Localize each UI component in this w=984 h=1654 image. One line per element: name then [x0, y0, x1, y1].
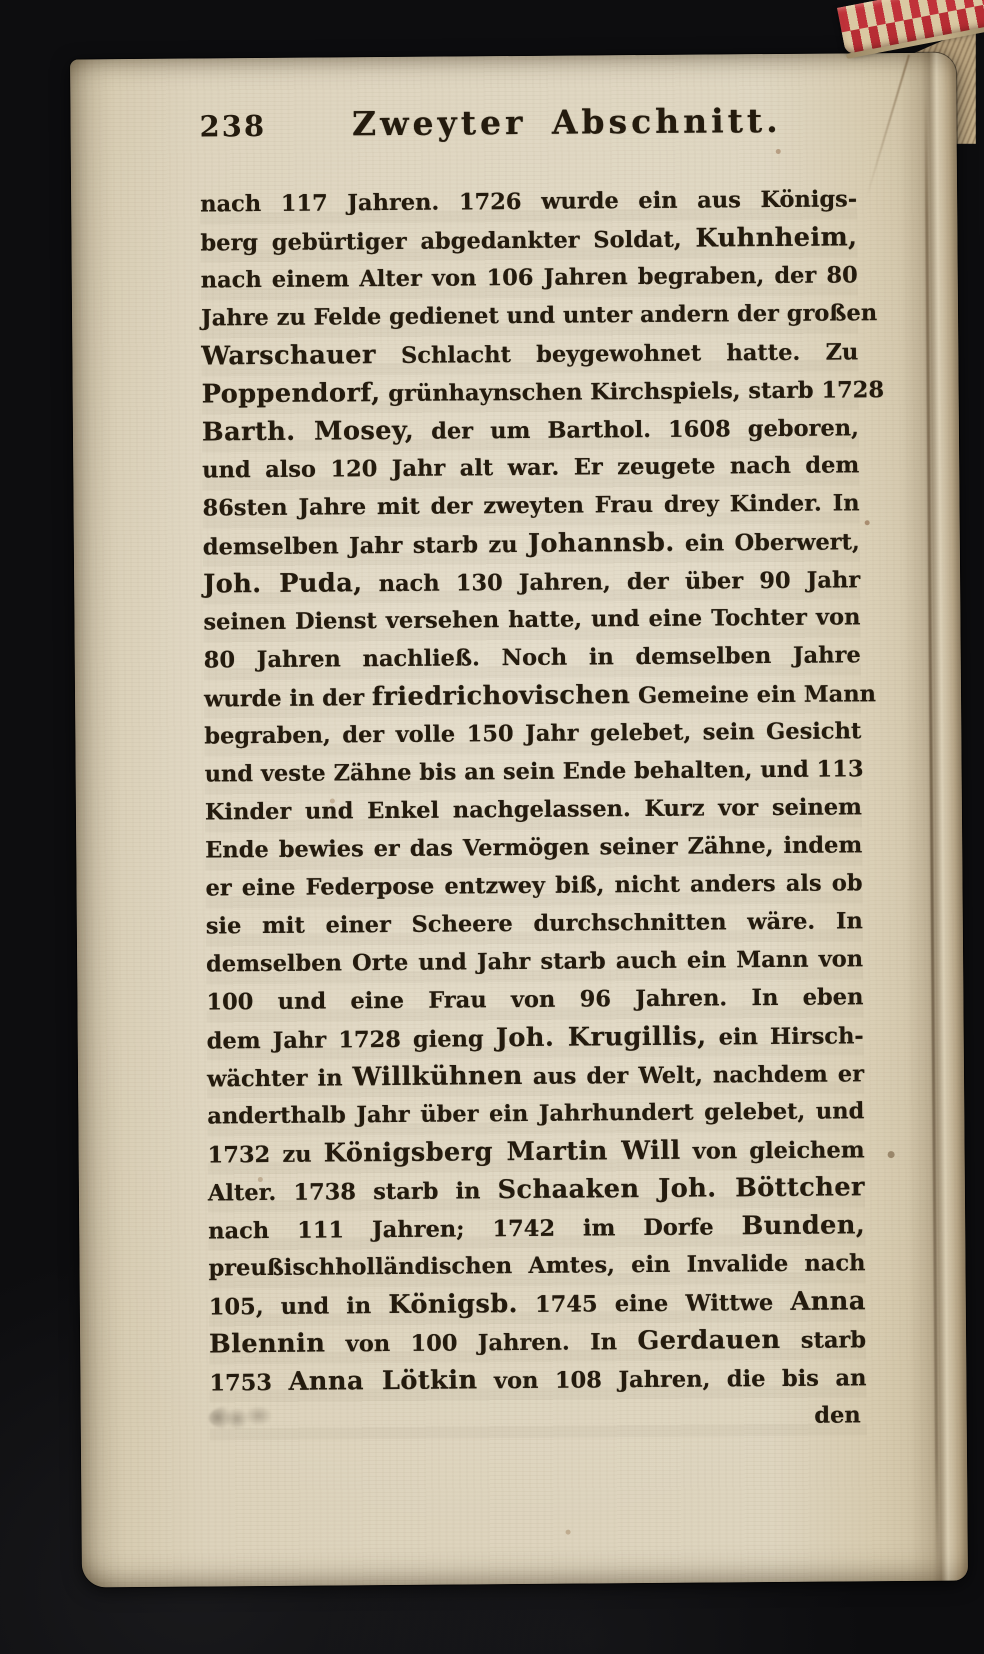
- catchword: den: [814, 1402, 861, 1429]
- text-line: [201, 257, 858, 300]
- text-run: aus der Welt, nachdem er: [522, 1061, 865, 1090]
- text-run: Jahre zu Felde gedienet und unter andern der großen: [200, 300, 878, 332]
- text-run: Alter. 1738 starb in: [207, 1178, 498, 1207]
- emphasized-word: Kuhnheim,: [695, 222, 858, 254]
- text-line: [202, 485, 859, 528]
- foxing-specks: [70, 59, 73, 62]
- text-run: 100 und eine Frau von 96 Jahren. In eben: [206, 984, 864, 1016]
- emphasized-word: Anna: [790, 1286, 866, 1317]
- text-line: [208, 1169, 865, 1212]
- text-run: starb: [780, 1327, 867, 1354]
- text-run: Kinder und Enkel nachgelassen. Kurz vor seinem: [204, 794, 863, 826]
- text-line: [207, 1093, 864, 1136]
- text-run: Ende bewies er das Vermögen seiner Zähne, indem: [205, 832, 863, 864]
- emphasized-word: Joh. Puda,: [203, 568, 363, 600]
- text-line: [206, 941, 863, 984]
- section-title: Zweyter Abschnitt.: [351, 100, 782, 144]
- emphasized-word: Johannsb.: [527, 527, 675, 559]
- text-run: von gleichem: [680, 1137, 865, 1165]
- text-line: [207, 1131, 864, 1174]
- text-line: [206, 979, 863, 1022]
- text-run: 80 Jahren nachließ. Noch in demselben Jahre: [203, 642, 861, 674]
- text-run: wächter in: [206, 1065, 353, 1093]
- text-line: [203, 523, 860, 566]
- emphasized-word: Willkühnen: [352, 1060, 523, 1093]
- text-line: [207, 1055, 864, 1098]
- text-run: er eine Federpose entzwey biß, nicht anders als ob: [205, 870, 863, 902]
- emphasized-word: Blennin: [208, 1328, 326, 1360]
- text-line: [203, 561, 860, 604]
- text-line: [204, 713, 861, 756]
- printed-content: [199, 53, 885, 1429]
- emphasized-word: Bunden,: [741, 1210, 866, 1242]
- text-run: preußischholländischen Amtes, ein Invalide nach: [208, 1250, 866, 1282]
- text-run: sie mit einer Scheere durchschnitten wäre. In: [205, 908, 863, 940]
- emphasized-word: friedrichovischen: [371, 680, 631, 713]
- text-run: berg gebürtiger abgedankter Soldat,: [200, 226, 696, 257]
- text-run: demselben Jahr starb zu: [202, 531, 529, 561]
- emphasized-word: Joh. Krugillis,: [495, 1021, 707, 1054]
- running-head: [199, 100, 856, 144]
- text-line: [205, 827, 862, 870]
- text-run: von 100 Jahren. In: [325, 1329, 638, 1358]
- text-line: [204, 751, 864, 794]
- text-line: [209, 1359, 866, 1402]
- page-number: 238: [199, 108, 267, 144]
- text-run: Schlacht beygewohnet hatte. Zu: [375, 339, 859, 370]
- text-line: [202, 447, 859, 490]
- text-run: und also 120 Jahr alt war. Er zeugete nach dem: [202, 452, 860, 484]
- text-line: [209, 1321, 866, 1364]
- text-run: wurde in der: [203, 685, 373, 713]
- text-run: nach 117 Jahren. 1726 wurde ein aus Königs-: [200, 186, 858, 218]
- emphasized-word: Poppendorf,: [201, 378, 381, 410]
- text-run: anderthalb Jahr über ein Jahrhundert gelebet, und: [207, 1098, 865, 1130]
- text-line: [200, 219, 857, 262]
- emphasized-word: Königsb.: [388, 1289, 519, 1321]
- body-text: [200, 181, 885, 1440]
- text-line: [205, 789, 862, 832]
- text-run: 1732 zu: [207, 1141, 324, 1169]
- text-run: seinen Dienst versehen hatte, und eine Tochter von: [203, 604, 861, 636]
- text-line: [206, 903, 863, 946]
- text-line: [200, 181, 857, 224]
- text-run: dem Jahr 1728 gieng: [206, 1026, 496, 1055]
- text-line: [201, 371, 885, 414]
- text-run: demselben Orte und Jahr starb auch ein Mann von: [206, 946, 864, 978]
- text-run: nach 111 Jahren; 1742 im Dorfe: [208, 1214, 742, 1245]
- text-run: 86sten Jahre mit der zweyten Frau drey Kinder. In: [202, 490, 860, 522]
- text-run: 105, und in: [208, 1293, 389, 1321]
- text-line: [204, 637, 861, 680]
- text-run: nach einem Alter von 106 Jahren begraben, der 80: [200, 262, 858, 294]
- emphasized-word: Anna Lötkin: [288, 1365, 478, 1397]
- text-run: nach 130 Jahren, der über 90 Jahr: [362, 567, 861, 598]
- text-line: [205, 865, 862, 908]
- text-line: [203, 599, 860, 642]
- text-run: begraben, der volle 150 Jahr gelebet, sein Gesicht: [204, 718, 862, 750]
- emphasized-word: Schaaken Joh. Böttcher: [497, 1172, 866, 1206]
- text-run: grünhaynschen Kirchspiels, starb 1728: [380, 377, 885, 408]
- text-line: [207, 1017, 864, 1060]
- text-run: der um Barthol. 1608 geboren,: [414, 415, 860, 445]
- text-line: [203, 675, 877, 718]
- text-run: und veste Zähne bis an sein Ende behalten, und 113: [204, 756, 864, 788]
- text-line: [202, 409, 859, 452]
- text-run: ein Hirsch-: [706, 1023, 864, 1051]
- text-run: Gemeine ein Mann: [630, 681, 877, 710]
- text-line: [201, 333, 858, 376]
- emphasized-word: Gerdauen: [637, 1324, 781, 1357]
- text-run: von 108 Jahren, die bis an: [477, 1365, 867, 1395]
- emphasized-word: Warschauer: [201, 340, 376, 372]
- text-line: [200, 295, 878, 338]
- book-page: [70, 53, 968, 1588]
- text-run: 1745 eine Wittwe: [517, 1289, 791, 1319]
- emphasized-word: Königsberg Martin Will: [323, 1135, 681, 1169]
- text-run: 1753: [209, 1369, 289, 1397]
- text-run: ein Oberwert,: [674, 529, 860, 557]
- text-line: [209, 1283, 866, 1326]
- emphasized-word: Barth. Mosey,: [201, 415, 415, 448]
- text-line: [208, 1245, 865, 1288]
- text-line: [208, 1207, 865, 1250]
